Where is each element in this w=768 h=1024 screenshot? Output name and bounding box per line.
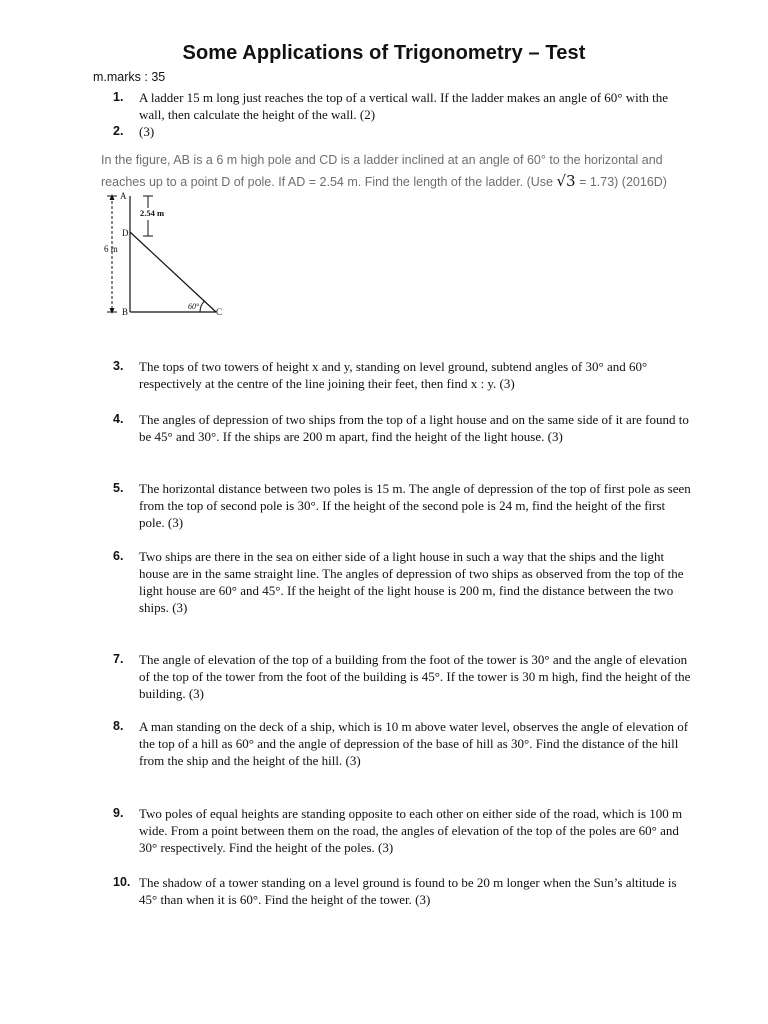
question-text: The angle of elevation of the top of a building from the foot of the tower is 30° and the angle of elevation of the top of the tower from the foot of the building is 45°. If the tower is 30 m high, find the height of the building. (3) <box>139 652 691 701</box>
label-6m: 6 m <box>104 244 118 254</box>
question-5 <box>113 480 693 531</box>
label-angle: 60° <box>188 302 200 311</box>
question-3 <box>113 358 693 392</box>
question-number: 7. <box>113 652 124 666</box>
question-text: The shadow of a tower standing on a level ground is found to be 20 m longer when the Sun’s altitude is 45° than when it is 60°. Find the height of the tower. (3) <box>139 875 677 907</box>
question-number: 9. <box>113 806 124 820</box>
question-10 <box>113 874 693 908</box>
excerpt-text-after: = 1.73) (2016D) <box>575 175 667 189</box>
arrow-up-icon <box>110 194 115 200</box>
question-number: 1. <box>113 90 124 104</box>
question-text: Two ships are there in the sea on either side of a light house in such a way that the ships and the light house are in the same straight line. The angles of depression of two ships as observed from the top of the light house are 60° and 45°. If the height of the light house is 200 m, find the distance between the two ships. (3) <box>139 549 684 615</box>
question-7 <box>113 651 693 702</box>
sqrt-symbol: √3 <box>556 172 576 190</box>
question-number: 3. <box>113 359 124 373</box>
question-2 <box>113 123 693 140</box>
question-text: A man standing on the deck of a ship, which is 10 m above water level, observes the angle of elevation of the top of a hill as 60° and the angle of depression of the base of hill as 30°. Find the distance of the hill from the ship and the height of the hill. (3) <box>139 719 689 768</box>
question-6 <box>113 548 693 616</box>
question-2-excerpt <box>101 150 701 193</box>
question-number: 4. <box>113 412 124 426</box>
angle-arc <box>200 301 204 312</box>
question-1 <box>113 89 693 123</box>
question-number: 6. <box>113 549 124 563</box>
question-text: The tops of two towers of height x and y, standing on level ground, subtend angles of 30° and 60° respectively at the centre of the line joining their feet, then find x : y. (3) <box>139 359 648 391</box>
question-text: The angles of depression of two ships from the top of a light house and on the same side of it are found to be 45° and 30°. If the ships are 200 m apart, find the height of the light house. (3) <box>139 412 689 444</box>
label-a: A <box>120 191 127 201</box>
question-text: A ladder 15 m long just reaches the top of a vertical wall. If the ladder makes an angle of 60° with the wall, then calculate the height of the wall. (2) <box>139 90 669 122</box>
question-9 <box>113 805 693 856</box>
label-b: B <box>122 307 129 317</box>
page-title: Some Applications of Trigonometry – Test <box>182 42 586 64</box>
question-8 <box>113 718 693 769</box>
question-number: 5. <box>113 481 124 495</box>
excerpt-text-before: In the figure, AB is a 6 m high pole and CD is a ladder inclined at an angle of 60° to the horizontal and reaches up to a point D of pole. If AD = 2.54 m. Find the length of the ladder. (Use <box>101 153 663 189</box>
max-marks: m.marks : 35 <box>93 70 166 84</box>
question-text: The horizontal distance between two poles is 15 m. The angle of depression of the top of first pole as seen from the top of second pole is 30°. If the height of the second pole is 24 m, find the height of the first pole. (3) <box>139 481 691 530</box>
label-d: D <box>122 228 129 238</box>
ladder-pole-figure <box>100 188 240 318</box>
question-number: 10. <box>113 875 131 889</box>
label-c: C <box>216 307 223 317</box>
arrow-down-icon <box>110 308 115 314</box>
question-text: Two poles of equal heights are standing opposite to each other on either side of the road, which is 100 m wide. From a point between them on the road, the angles of elevation of the top of the poles are 60° and 30° respectively. Find the height of the poles. (3) <box>139 806 683 855</box>
ladder-dc <box>130 232 216 312</box>
question-number: 8. <box>113 719 124 733</box>
question-4 <box>113 411 693 445</box>
label-2-54m: 2.54 m <box>140 208 165 218</box>
question-text: (3) <box>139 124 155 139</box>
question-number: 2. <box>113 124 124 138</box>
